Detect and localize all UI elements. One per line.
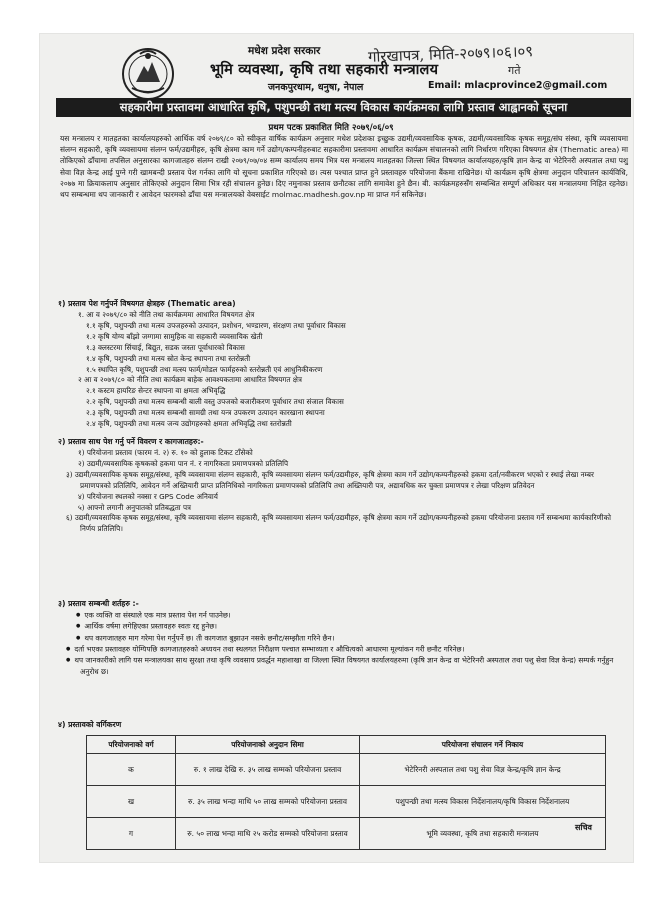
- list-item: ● थप जानकारीको लागि यस मन्त्रालयका साथ सुरक्षा तथा कृषि व्यवसाय प्रवर्द्धन महाशाखा वा जिल्ला स्थित विषयगत कार्यालयहरुमा (कृषि ज्ञान केन्द्र वा भेटेरिनरी अस्पताल तथा पशु सेवा विज्ञ केन्द्र) सम्पर्क गर्नुहुन अनुरोध छ।: [66, 655, 626, 677]
- table-cell: रु. ५० लाख भन्दा माथि २५ करोड सम्मको परियोजना प्रस्ताव: [176, 818, 360, 850]
- list-item: २) उद्यमी/व्यवसायिक कृषकको हकमा पान नं. र नागरिकता प्रमाणपत्रको प्रतिलिपि: [78, 458, 289, 468]
- table-cell: पशुपन्छी तथा मत्स्य विकास निर्देशनालय/कृषि विकास निर्देशनालय: [360, 786, 606, 818]
- list-item: १.१ कृषि, पशुपन्छी तथा मत्स्य उपजहरुको उत्पादन, प्रशोधन, भण्डारण, संरक्षण तथा पूर्वाधार विकास: [86, 320, 346, 330]
- table-row: [87, 786, 606, 818]
- list-item: ३) उद्यमी/व्यवसायिक कृषक समूह/संस्था, कृषि व्यवसायमा संलग्न सहकारी, कृषि व्यवसायमा संलग्न फर्म/उद्यमीहरु, कृषि क्षेत्रमा काम गर्ने उद्योग/कम्पनीहरुको हकमा दर्ता/नवीकरण भएको र स्थाई लेखा नम्बर प्रमाणपत्रको प्रतिलिपि, आवेदन गर्ने अख्तियारी प्राप्त प्रतिनिधिको नागरिकता प्रमाणपत्रको प्रतिलिपि तथा अख्तियारी पत्र, अद्यावधिक कर चुक्ता प्रमाणपत्र र लेखा परिक्षण प्रतिवेदन: [66, 469, 594, 490]
- list-item: २.२ कृषि, पशुपन्छी तथा मत्स्य सम्बन्धी बाली वस्तु उपजको बजारीकरण पूर्वाधार तथा संजाल विकास: [86, 397, 344, 407]
- list-item: १.२ कृषि योग्य बाँझो जग्गामा सामुहिक वा सहकारी व्यवसायिक खेती: [86, 331, 263, 341]
- section3-list: [66, 610, 626, 678]
- list-item: २.१ कस्टम हायरिङ सेन्टर स्थापना वा क्षमता अभिवृद्धि: [86, 386, 226, 396]
- table-cell: रु. १ लाख देखि रु. ३५ लाख सम्मको परियोजना प्रस्ताव: [176, 754, 360, 786]
- list-item: ● आर्थिक वर्षमा लगेहिएका प्रस्तावहरु स्वतः रद्द हुनेछ।: [66, 621, 626, 632]
- list-item: १. आ व २०७९/८० को नीति तथा कार्यक्रममा आधारित विषयगत क्षेत्र: [78, 310, 255, 319]
- handwritten-note: गते: [508, 64, 521, 77]
- section1-title: १) प्रस्ताव पेश गर्नुपर्ने विषयगत क्षेत्रहरु (Thematic area): [58, 299, 236, 308]
- section1-list: [66, 310, 626, 430]
- notice-title: सहकारीमा प्रस्तावमा आधारित कृषि, पशुपन्छी तथा मत्स्य विकास कार्यक्रमका लागि प्रस्ताव आह्वानको सूचना: [56, 98, 631, 117]
- handwritten-reference: गोरखापत्र, मिति-२०७९।०६।०९: [367, 42, 534, 66]
- section4-title: ४) प्रस्तावको वर्गिकरण: [58, 720, 122, 729]
- table-header: परियोजनाको अनुदान सिमा: [176, 736, 360, 754]
- table-cell: भेटेरिनरी अस्पताल तथा पशु सेवा विज्ञ केन्द्र/कृषि ज्ञान केन्द्र: [360, 754, 606, 786]
- table-cell: ख: [87, 786, 176, 818]
- government-name: मधेश प्रदेश सरकार: [248, 45, 321, 57]
- list-item: १.५ स्थापित कृषि, पशुपन्छी तथा मत्स्य फार्म/मोडल फार्महरुको स्तरोन्नती एवं आधुनिकीकरण: [86, 364, 323, 374]
- classification-table: [86, 735, 606, 850]
- table-header-row: [87, 736, 606, 754]
- list-item: ४) परियोजना स्थलको नक्सा र GPS Code अनिवार्य: [78, 491, 218, 501]
- section3-title: ३) प्रस्ताव सम्बन्धी शर्तहरु :-: [58, 599, 139, 608]
- ministry-name: भूमि व्यवस्था, कृषि तथा सहकारी मन्त्रालय: [210, 62, 439, 78]
- list-item: ● थप कागजातहरु माग गरेमा पेश गर्नुपर्ने छ। ती कागजात बुझाउन नसके छनौट/सम्झौता गरिने छैन।: [66, 633, 626, 644]
- list-item: ६) उद्यमी/व्यवसायिक कृषक समूह/संस्था, कृषि व्यवसायमा संलग्न सहकारी, कृषि व्यवसायमा संलग्न फर्म/उद्यमीहरु, कृषि क्षेत्रमा काम गर्ने उद्योग/कम्पनीहरुको हकमा परियोजना प्रस्ताव गर्ने सम्बन्धमा कार्यकारिणीको निर्णय प्रतिलिपि।: [66, 513, 612, 534]
- list-item: २ आ व २०७९/८० को नीति तथा कार्यक्रम बाहेक आवश्यकतामा आधारित विषयगत क्षेत्र: [78, 375, 302, 385]
- list-item: ● दर्ता भएका प्रस्तावहरु योग्यिपछि कागजातहरुको अध्ययन तथा स्थलगत निरीक्षण पश्चात सम्भाव्यता र औचित्यको आधारमा मूल्यांकन गरी छनौट गरिनेछ।: [66, 644, 626, 655]
- section2-title: २) प्रस्ताव साथ पेश गर्नु पर्ने विवरण र कागजातहरु:-: [58, 437, 204, 446]
- table-header: परियोजना संचालन गर्ने निकाय: [360, 736, 606, 754]
- list-item: १.३ क्लस्टरमा सिंचाई, बिद्युत, सडक जस्ता पूर्वाधारको विकास: [86, 342, 245, 352]
- list-item: १.४ कृषि, पशुपन्छी तथा मत्स्य स्रोत केन्द्र स्थापना तथा स्तरोन्नती: [86, 353, 251, 363]
- table-header: परियोजनाको वर्ग: [87, 736, 176, 754]
- ministry-address: जनकपुरधाम, धनुषा, नेपाल: [268, 82, 364, 93]
- list-item: २.३ कृषि, पशुपन्छी तथा मत्स्य सम्बन्धी सामग्री तथा यन्त्र उपकरण उत्पादन कारखाना स्थापना: [86, 408, 325, 418]
- publication-date: प्रथम पटक प्रकाशित मिति २०७९/०६/०९: [268, 123, 394, 133]
- table-row: [87, 818, 606, 850]
- list-item: १) परियोजना प्रस्ताव (फारम नं. २) रु. १० को हुलाक टिकट टाँसेको: [78, 448, 253, 457]
- list-item: २.४ कृषि, पशुपन्छी तथा मत्स्य जन्य उद्योगहरुको क्षमता अभिवृद्धि तथा स्तरोन्नती: [86, 419, 292, 429]
- table-row: [87, 754, 606, 786]
- signature-label: सचिव: [575, 823, 593, 832]
- table-cell: ग: [87, 818, 176, 850]
- list-item: ● एक व्यक्ति वा संस्थाले एक मात्र प्रस्ताव पेश गर्न पाउनेछ।: [66, 610, 626, 621]
- table-cell: रु. ३५ लाख भन्दा माथि ५० लाख सम्मको परियोजना प्रस्ताव: [176, 786, 360, 818]
- intro-paragraph: यस मन्त्रालय र मातहतका कार्यालयहरुको आर्थिक वर्ष २०७९/८० को स्वीकृत वार्षिक कार्यक्रम अनुसार मधेश प्रदेशका इच्छुक उद्यमी/व्यवसायिक कृषक, उद्यमी/व्यवसायिक कृषक समूह/संघ संस्था, कृषि व्यवसायमा संलग्न सहकारी, कृषि व्यवसायमा संलग्न फर्म/उद्यमीहरु, कृषि क्षेत्रमा काम गर्ने उद्योग/कम्पनीहरुबाट सहकारीमा प्रस्तावमा आधारित कार्यक्रम संचालनको लागि निर्धारण गरिएका विषयगत क्षेत्र (Thematic area) मा तोकिएको ढाँचामा तपसिल अनुसारका कागजातहरु संलग्न राखी २०७९/०७/०४ सम्म कार्यालय समय भित्र यस मन्त्रालय मातहतका जिल्ला स्थित विषयगत कार्यालयहरु/कृषि ज्ञान केन्द्र वा भेटेरिनरी अस्पताल तथा पशु सेवा विज्ञ केन्द्र आई पुग्ने गरी खामबन्दी प्रस्ताव पेश गर्नका लागि यो सूचना प्रकाशित गरिएको छ। त्यस पश्चात प्राप्त हुने प्रस्तावहरु परियोजना बैंकमा राखिनेछ। यो कार्यक्रम कृषि क्षेत्रमा अनुदान परिचालन कार्यविधि, २०७७ मा क्रियाकलाप अनुसार तोकिएको अनुदान सिमा भित्र रही संचालन हुनेछ। दिए नमुनाका प्रस्ताव छनौटका लागि समावेश हुने छैन। बी. कार्यक्रमहरुसँग सम्बन्धित सम्पूर्ण अधिकार यस मन्त्रालयमा निहित रहनेछ। थप सम्बन्धमा थप जानकारी र आवेदन फारमको ढाँचा यस मन्त्रालयको वेबसाईट molmac.madhesh.gov.np मा प्राप्त गर्न सकिनेछ।: [60, 134, 628, 200]
- section2-list: [66, 448, 626, 535]
- nepal-emblem-icon: [118, 44, 178, 102]
- list-item: ५) आफ्नो लगानी अनुपातको प्रतिबद्धता पत्र: [78, 502, 191, 512]
- table-cell: क: [87, 754, 176, 786]
- ministry-email: Email: mlacprovince2@gmail.com: [428, 80, 608, 91]
- table-cell: भूमि व्यवस्था, कृषि तथा सहकारी मन्त्रालय: [360, 818, 606, 850]
